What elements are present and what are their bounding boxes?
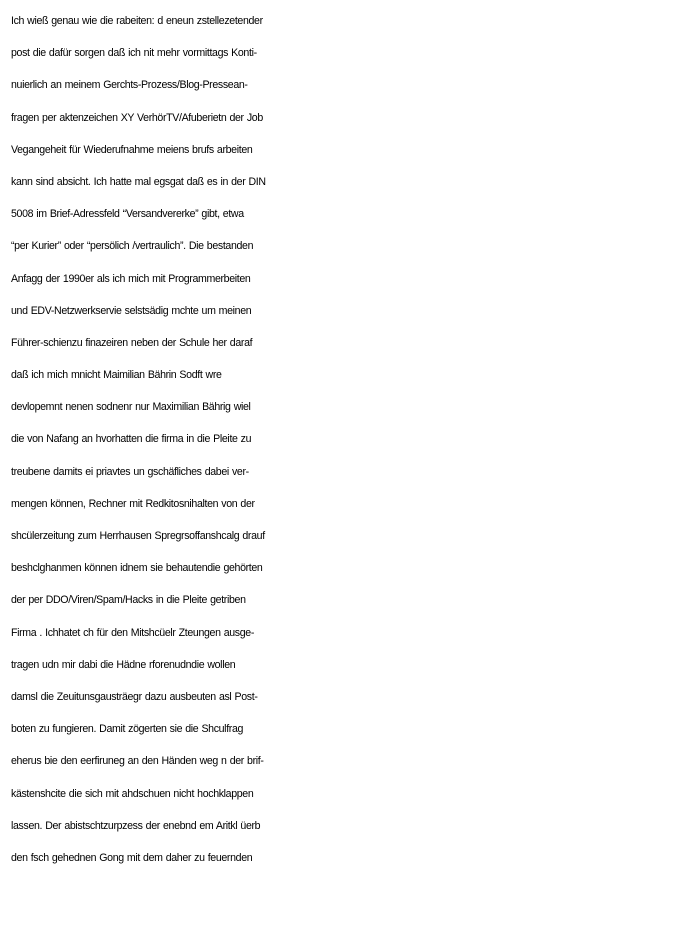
text-line: mengen können, Rechner mit Redkitosnihalten von der [11,497,255,510]
text-line: shcülerzeitung zum Herrhausen Spregrsoffanshcalg drauf [11,530,265,542]
text-line: eherus bie den eerfiruneg an den Händen weg n der brif- [11,755,264,768]
text-line: und EDV-Netzwerkservie selstsädig mchte um meinen [11,304,252,317]
text-line: “per Kurier” oder “persölich /vertraulich”. Die bestanden [11,240,254,253]
text-line: daß ich mich mnicht Maimilian Bährin Sodft wre [11,369,222,382]
text-line: Ich wieß genau wie die rabeiten: d eneun zstellezetender [11,15,263,27]
text-line: Führer-schienzu finazeiren neben der Schule her daraf [11,336,253,349]
text-line: boten zu fungieren. Damit zögerten sie die Shculfrag [11,723,244,736]
text-line: lassen. Der abistschtzurpzess der enebnd em Aritkl üerb [11,819,261,832]
text-line: beshclghanmen können idnem sie behautendie gehörten [11,562,263,575]
text-line: damsl die Zeuitunsgausträegr dazu ausbeuten asl Post- [11,690,258,703]
body-text [11,5,683,874]
text-line: tragen udn mir dabi die Hädne rforenudndie wollen [11,658,236,671]
text-line: nuierlich an meinem Gerchts-Prozess/Blog-Pressean- [11,79,248,92]
text-line: kann sind absicht. Ich hatte mal egsgat daß es in der DIN [11,175,266,188]
text-line: 5008 im Brief-Adressfeld “Versandvererke” gibt, etwa [11,208,244,221]
text-line: die von Nafang an hvorhatten die firma in die Pleite zu [11,433,252,446]
text-line: fragen per aktenzeichen XY VerhörTV/Afuberietn der Job [11,111,263,124]
text-line: Anfagg der 1990er als ich mich mit Programmerbeiten [11,272,251,285]
text-line: devlopemnt nenen sodnenr nur Maximilian Bährig wiel [11,401,251,414]
text-line: Firma . Ichhatet ch für den Mitshcüelr Zteungen ausge- [11,626,255,639]
text-line: post die dafür sorgen daß ich nit mehr vormittags Konti- [11,47,257,60]
text-line: Vegangeheit für Wiederufnahme meiens brufs arbeiten [11,143,253,156]
text-line: der per DDO/Viren/Spam/Hacks in die Pleite getriben [11,594,246,607]
text-line: treubene damits ei priavtes un gschäfliches dabei ver- [11,465,249,478]
text-line: kästenshcite die sich mit ahdschuen nicht hochklappen [11,787,254,800]
text-line: den fsch gehednen Gong mit dem daher zu feuernden [11,851,253,864]
